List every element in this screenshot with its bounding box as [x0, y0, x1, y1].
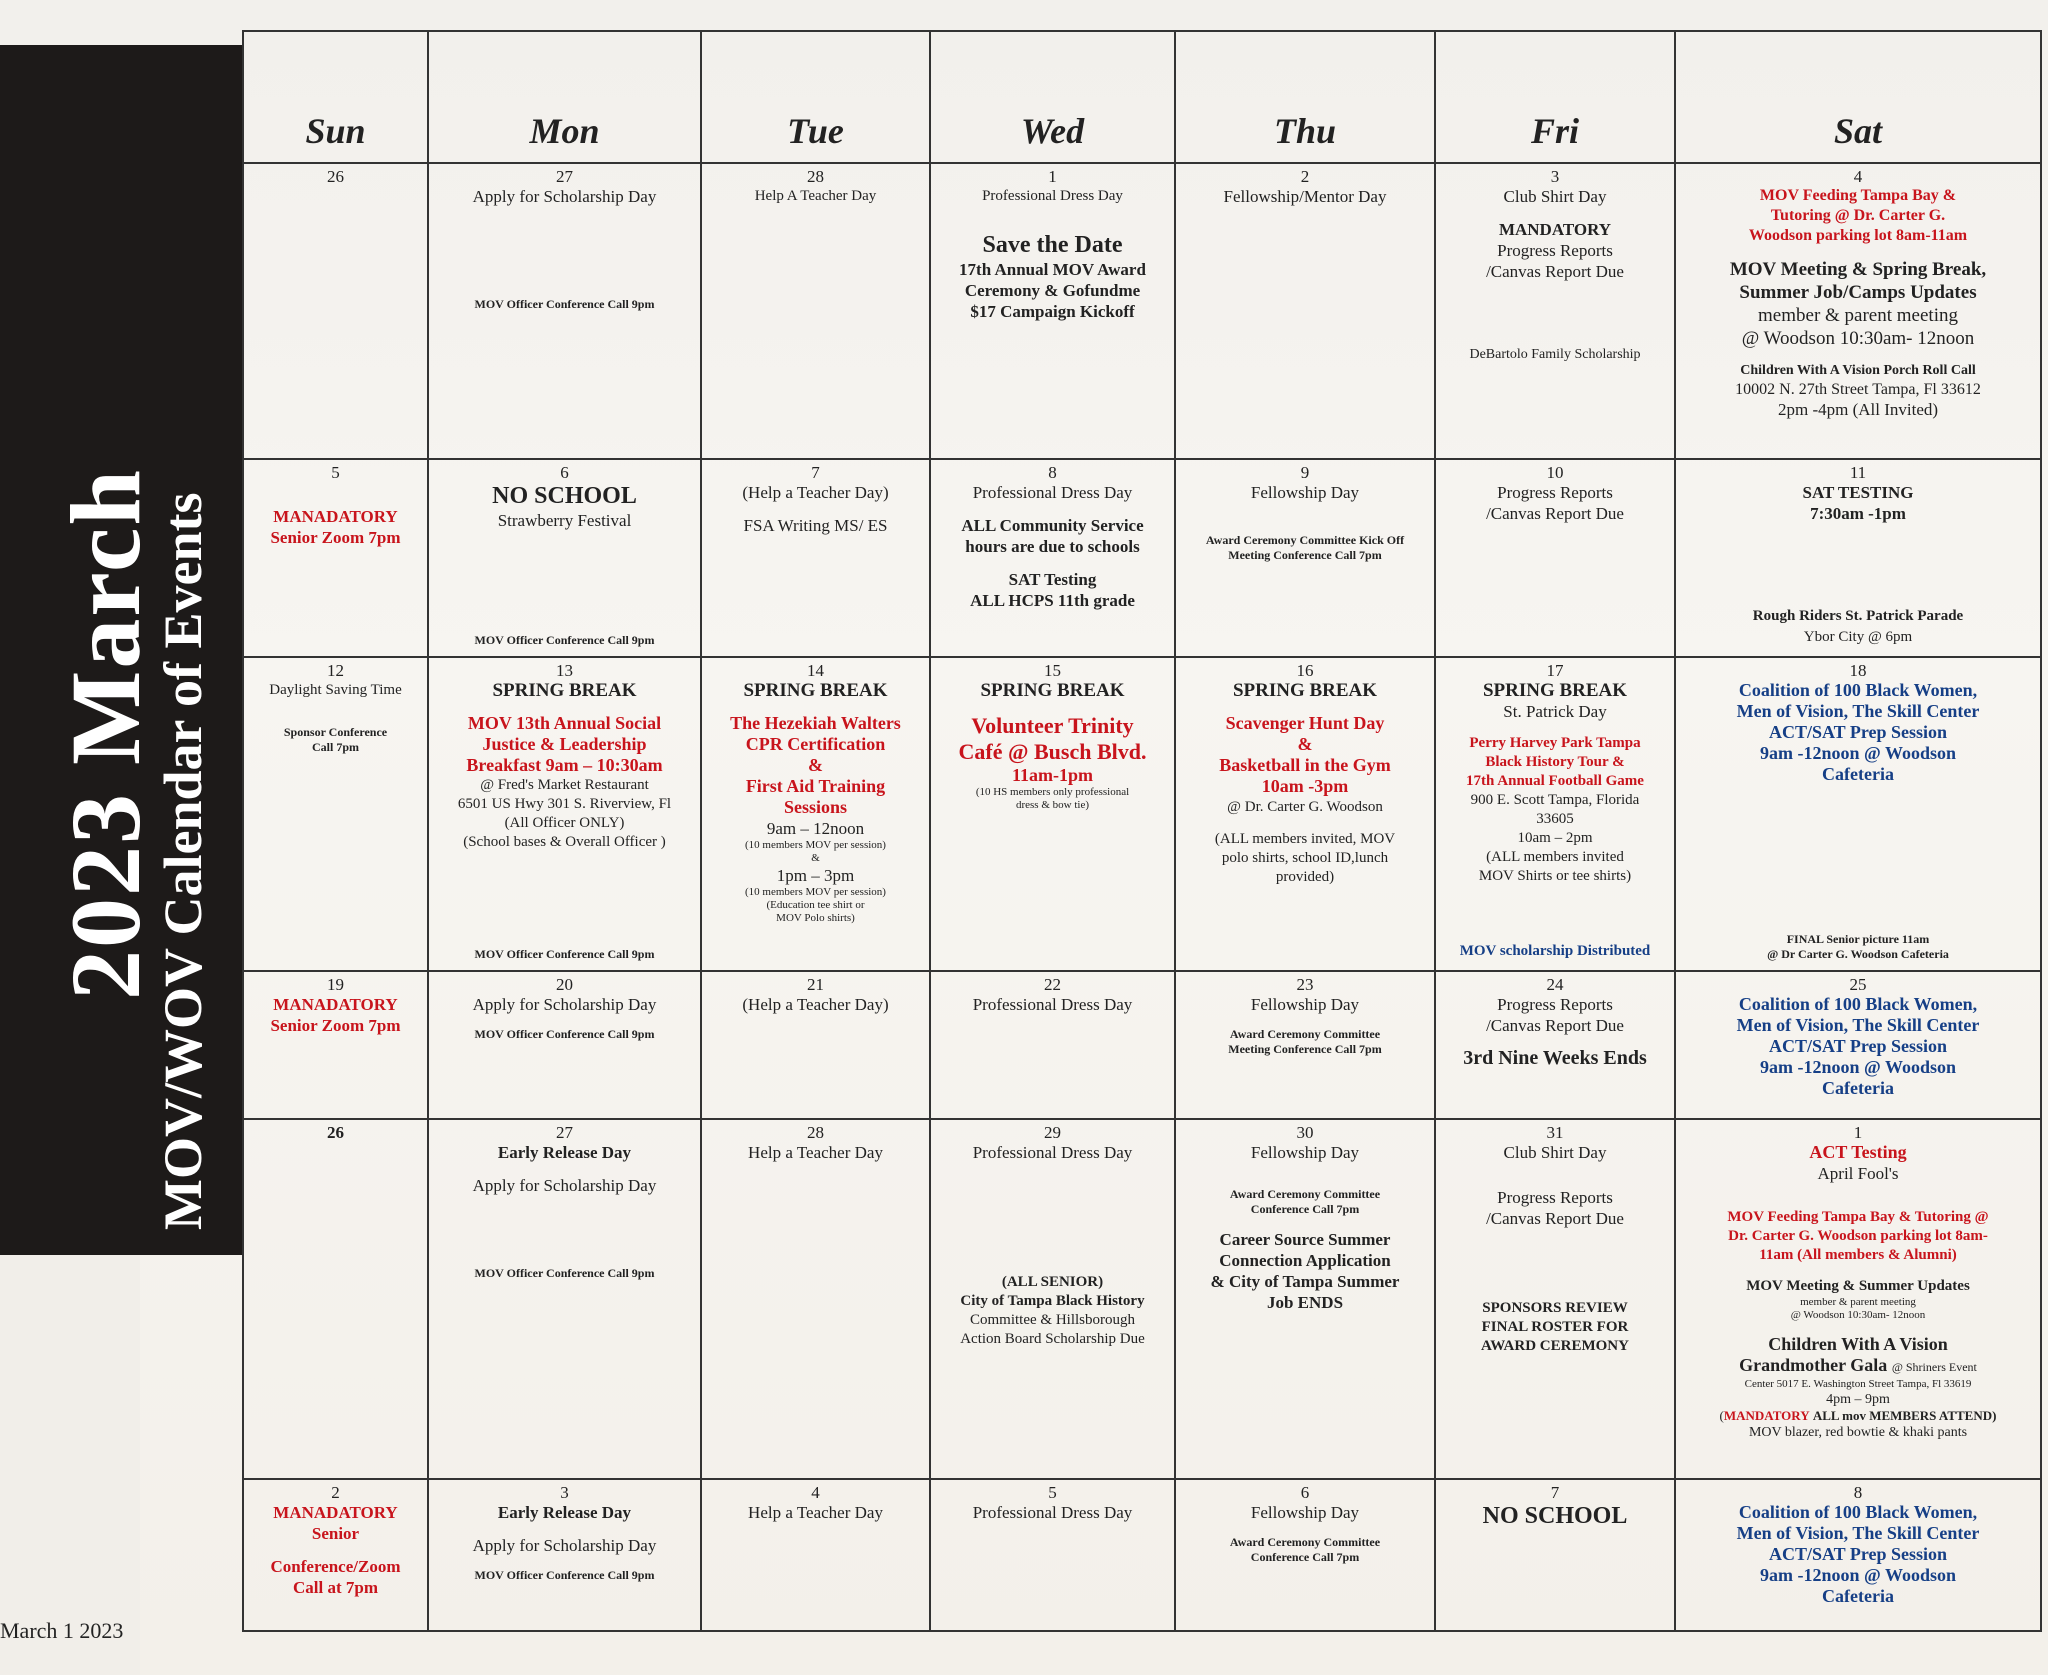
event-text: Action Board Scholarship Due — [960, 1331, 1145, 1347]
event-text: Children With A Vision — [1768, 1334, 1948, 1354]
day-cell-mar-23 — [1176, 972, 1436, 1120]
day-number: 8 — [1853, 1483, 1863, 1502]
event-text: Call at 7pm — [293, 1578, 378, 1597]
event-text: Progress Reports — [1497, 241, 1613, 260]
day-number: 5 — [331, 463, 340, 482]
event-text: 9am -12noon @ Woodson — [1760, 1565, 1956, 1585]
event-text: member & parent meeting — [1800, 1296, 1916, 1308]
event-text: Strawberry Festival — [497, 511, 632, 530]
event-text: SPRING BREAK — [1482, 680, 1628, 701]
event-text: Help a Teacher Day — [748, 1503, 883, 1522]
day-cell-mar-28 — [702, 1120, 931, 1480]
event-text: April Fool's — [1817, 1164, 1899, 1183]
event-text: /Canvas Report Due — [1486, 504, 1624, 523]
event-text: Tutoring @ Dr. Carter G. — [1770, 207, 1946, 224]
day-number: 25 — [1849, 975, 1867, 994]
event-text: St. Patrick Day — [1503, 702, 1607, 721]
day-cell-apr-2 — [244, 1480, 429, 1632]
event-text: (All Officer ONLY) — [504, 815, 625, 831]
day-number: 28 — [807, 167, 824, 186]
day-cell-mar-6 — [429, 460, 702, 658]
day-number: 31 — [1546, 1123, 1564, 1142]
event-text: (Help a Teacher Day) — [742, 483, 889, 502]
event-text: SPRING BREAK — [743, 680, 888, 701]
event-text: Club Shirt Day — [1503, 187, 1607, 206]
event-text: & City of Tampa Summer — [1210, 1272, 1400, 1291]
event-text: & — [811, 852, 820, 864]
day-header-sun: Sun — [244, 32, 429, 164]
event-text: Fellowship Day — [1250, 1143, 1360, 1162]
event-text: provided) — [1275, 869, 1335, 885]
event-text: polo shirts, school ID,lunch — [1221, 850, 1389, 866]
day-cell-apr-5 — [931, 1480, 1176, 1632]
event-text: Café @ Busch Blvd. — [958, 739, 1147, 764]
event-text: Help A Teacher Day — [754, 188, 877, 204]
event-text: MOV 13th Annual Social — [467, 713, 662, 733]
day-number: 3 — [1550, 167, 1560, 186]
event-text: FINAL ROSTER FOR — [1481, 1319, 1629, 1335]
event-text: Award Ceremony Committee — [1229, 1027, 1381, 1041]
event-text: NO SCHOOL — [492, 483, 637, 509]
event-text: (Education tee shirt or — [766, 899, 865, 911]
event-text: @ Shriners Event — [1891, 1360, 1977, 1374]
event-text: Children With A Vision Porch Roll Call — [1740, 363, 1976, 378]
day-number: 14 — [807, 661, 824, 680]
event-text: Job ENDS — [1266, 1293, 1344, 1312]
event-text: Men of Vision, The Skill Center — [1736, 701, 1980, 721]
day-number: 18 — [1849, 661, 1867, 680]
event-text: Fellowship Day — [1250, 483, 1360, 502]
event-text: MOV scholarship Distributed — [1459, 943, 1651, 959]
event-text: $17 Campaign Kickoff — [970, 302, 1135, 321]
event-text: @ Woodson 10:30am- 12noon — [1790, 1309, 1926, 1321]
day-number: 3 — [560, 1483, 569, 1502]
day-number: 2 — [1300, 167, 1310, 186]
day-cell-mar-25 — [1676, 972, 2042, 1120]
event-text: Dr. Carter G. Woodson parking lot 8am- — [1728, 1228, 1988, 1244]
event-text: Apply for Scholarship Day — [472, 187, 657, 206]
event-text: 33605 — [1536, 811, 1574, 827]
day-number: 19 — [327, 975, 344, 994]
day-number: 22 — [1044, 975, 1061, 994]
event-text: Fellowship Day — [1250, 995, 1360, 1014]
event-text: Sessions — [783, 797, 848, 817]
day-cell-apr-4 — [702, 1480, 931, 1632]
day-number: 6 — [560, 463, 569, 482]
event-text: Center 5017 E. Washington Street Tampa, Fl 33619 — [1744, 1378, 1972, 1390]
event-text: (10 members MOV per session) — [745, 886, 886, 898]
event-text: Senior Zoom 7pm — [270, 528, 401, 547]
event-text: 11am (All members & Alumni) — [1759, 1247, 1957, 1263]
event-text: Save the Date — [982, 232, 1123, 258]
event-text: SPRING BREAK — [980, 680, 1125, 701]
event-text: SPONSORS REVIEW — [1482, 1300, 1628, 1316]
event-text: Apply for Scholarship Day — [472, 1536, 657, 1555]
event-text: ALL HCPS 11th grade — [970, 591, 1135, 610]
event-text: & — [1297, 734, 1313, 754]
event-text: Progress Reports — [1497, 995, 1613, 1014]
event-text: MOV Feeding Tampa Bay & Tutoring @ — [1727, 1209, 1989, 1225]
day-cell-mar-29 — [931, 1120, 1176, 1480]
event-text: NO SCHOOL — [1482, 1503, 1628, 1529]
event-text: Connection Application — [1219, 1251, 1391, 1270]
event-text: Apply for Scholarship Day — [472, 1176, 657, 1195]
event-text: Award Ceremony Committee — [1229, 1187, 1381, 1201]
day-cell-feb-27 — [429, 164, 702, 460]
event-text: Woodson parking lot 8am-11am — [1748, 227, 1968, 244]
day-cell-mar-9 — [1176, 460, 1436, 658]
day-number: 28 — [807, 1123, 824, 1142]
day-cell-feb-28 — [702, 164, 931, 460]
event-text: MOV Shirts or tee shirts) — [1478, 868, 1632, 884]
day-cell-mar-15 — [931, 658, 1176, 972]
event-text: Ybor City @ 6pm — [1803, 629, 1913, 645]
day-header-sat: Sat — [1676, 32, 2042, 164]
event-text: (10 members MOV per session) — [745, 839, 886, 851]
event-text: SAT TESTING — [1802, 483, 1914, 502]
event-text: MANDATORY — [1498, 220, 1612, 239]
day-number: 4 — [1853, 167, 1863, 186]
day-cell-mar-13 — [429, 658, 702, 972]
day-cell-mar-10 — [1436, 460, 1676, 658]
event-text: (10 HS members only professional — [975, 786, 1130, 798]
day-cell-mar-24 — [1436, 972, 1676, 1120]
event-text: Early Release Day — [497, 1143, 632, 1162]
day-number: 6 — [1300, 1483, 1310, 1502]
day-number: 11 — [1849, 463, 1867, 482]
event-text: SAT Testing — [1008, 570, 1097, 589]
event-text: Grandmother Gala — [1739, 1355, 1888, 1375]
event-text: hours are due to schools — [965, 537, 1140, 556]
event-text: MOV Meeting & Spring Break, — [1729, 259, 1987, 280]
day-cell-mar-1 — [931, 164, 1176, 460]
day-number: 20 — [556, 975, 573, 994]
day-cell-mar-12 — [244, 658, 429, 972]
event-text: Justice & Leadership — [482, 734, 647, 754]
day-number: 23 — [1296, 975, 1314, 994]
day-cell-mar-30 — [1176, 1120, 1436, 1480]
day-number: 24 — [1546, 975, 1564, 994]
event-text: 10am – 2pm — [1517, 830, 1593, 846]
event-text: Scavenger Hunt Day — [1225, 713, 1385, 733]
event-text: (ALL members invited, MOV — [1214, 831, 1396, 847]
event-text: 4pm – 9pm — [1826, 1392, 1890, 1407]
event-text: Ceremony & Gofundme — [964, 281, 1141, 300]
event-text: 3rd Nine Weeks Ends — [1463, 1047, 1647, 1069]
day-cell-mar-16 — [1176, 658, 1436, 972]
day-cell-mar-4 — [1676, 164, 2042, 460]
event-text: @ Fred's Market Restaurant — [480, 777, 649, 793]
event-text: Club Shirt Day — [1503, 1143, 1607, 1162]
event-text: Call 7pm — [311, 740, 359, 754]
event-text: MOV Officer Conference Call 9pm — [474, 1568, 655, 1582]
event-text: ACT Testing — [1809, 1142, 1907, 1162]
event-text: Early Release Day — [497, 1503, 632, 1522]
event-text: MOV Meeting & Summer Updates — [1746, 1278, 1970, 1294]
event-text: First Aid Training — [745, 776, 886, 796]
day-cell-mar-8 — [931, 460, 1176, 658]
event-text: (School bases & Overall Officer ) — [463, 834, 666, 850]
day-cell-mar-14 — [702, 658, 931, 972]
event-text: MANDATORY — [1723, 1408, 1810, 1423]
event-text: /Canvas Report Due — [1486, 1209, 1624, 1228]
day-number: 9 — [1300, 463, 1310, 482]
event-text: & — [808, 755, 823, 775]
day-number: 27 — [556, 1123, 573, 1142]
event-text: 2pm -4pm (All Invited) — [1777, 400, 1939, 419]
event-text: MOV Polo shirts) — [776, 912, 855, 924]
event-text: /Canvas Report Due — [1486, 262, 1624, 281]
day-number: 4 — [811, 1483, 820, 1502]
calendar-title: 2023 March — [50, 468, 161, 1000]
event-text: City of Tampa Black History — [960, 1293, 1145, 1309]
day-number: 10 — [1546, 463, 1564, 482]
day-number: 7 — [811, 463, 820, 482]
event-text: member & parent meeting — [1758, 305, 1958, 326]
event-text: MOV Officer Conference Call 9pm — [474, 1266, 655, 1280]
event-text: 11am-1pm — [1012, 765, 1093, 785]
event-text: 10am -3pm — [1261, 776, 1349, 796]
calendar-grid — [242, 30, 2042, 1632]
event-text: The Hezekiah Walters — [730, 713, 901, 733]
event-text: ACT/SAT Prep Session — [1768, 722, 1948, 742]
day-number: 16 — [1296, 661, 1314, 680]
day-number: 2 — [331, 1483, 340, 1502]
event-text: MOV Officer Conference Call 9pm — [474, 1027, 655, 1041]
event-text: MOV Officer Conference Call 9pm — [474, 633, 655, 647]
day-number: 8 — [1048, 463, 1057, 482]
event-text: (Help a Teacher Day) — [742, 995, 889, 1014]
event-text: Basketball in the Gym — [1219, 755, 1391, 775]
event-text: Conference Call 7pm — [1250, 1550, 1360, 1564]
event-text: FINAL Senior picture 11am — [1786, 932, 1930, 946]
event-text: 17th Annual MOV Award — [959, 260, 1146, 279]
event-text: Conference/Zoom — [270, 1557, 401, 1576]
event-text: Meeting Conference Call 7pm — [1228, 548, 1382, 562]
day-number: 26 — [327, 1123, 344, 1142]
event-text: Senior — [311, 1524, 360, 1543]
event-text: dress & bow tie) — [1015, 799, 1089, 811]
event-text: Cafeteria — [1822, 1586, 1894, 1606]
event-text: Help a Teacher Day — [748, 1143, 883, 1162]
event-text: Breakfast 9am – 10:30am — [466, 755, 663, 775]
event-text: ACT/SAT Prep Session — [1768, 1036, 1948, 1056]
day-cell-mar-19 — [244, 972, 429, 1120]
event-text: @ Dr Carter G. Woodson Cafeteria — [1767, 947, 1949, 961]
event-text: Fellowship/Mentor Day — [1223, 187, 1387, 206]
event-text: Volunteer Trinity — [971, 713, 1134, 738]
event-text: DeBartolo Family Scholarship — [1469, 347, 1641, 362]
day-cell-mar-7 — [702, 460, 931, 658]
event-text: Men of Vision, The Skill Center — [1736, 1015, 1980, 1035]
event-text: Progress Reports — [1497, 483, 1613, 502]
day-cell-mar-3 — [1436, 164, 1676, 460]
day-cell-apr-3 — [429, 1480, 702, 1632]
event-text: 17th Annual Football Game — [1466, 773, 1644, 789]
day-number: 26 — [327, 167, 344, 186]
event-text: (ALL members invited — [1486, 849, 1624, 865]
event-text: Coalition of 100 Black Women, — [1738, 1502, 1978, 1522]
day-number: 21 — [807, 975, 824, 994]
event-text: AWARD CEREMONY — [1481, 1338, 1629, 1354]
day-cell-mar-17 — [1436, 658, 1676, 972]
event-text: Professional Dress Day — [972, 995, 1133, 1014]
day-cell-mar-22 — [931, 972, 1176, 1120]
event-text: 9am -12noon @ Woodson — [1760, 1057, 1956, 1077]
event-text: MOV Officer Conference Call 9pm — [474, 947, 655, 961]
event-text: ALL mov MEMBERS ATTEND) — [1812, 1408, 1997, 1423]
event-text: ACT/SAT Prep Session — [1768, 1544, 1948, 1564]
day-cell-mar-11 — [1676, 460, 2042, 658]
event-text: Daylight Saving Time — [269, 682, 402, 698]
event-text: Cafeteria — [1822, 1078, 1894, 1098]
event-text: /Canvas Report Due — [1486, 1016, 1624, 1035]
event-text: Progress Reports — [1497, 1188, 1613, 1207]
calendar-subtitle: MOV/WOV Calendar of Events — [153, 492, 213, 1230]
event-text: Meeting Conference Call 7pm — [1228, 1042, 1382, 1056]
day-cell-feb-26 — [244, 164, 429, 460]
event-text: 9am -12noon @ Woodson — [1760, 743, 1956, 763]
day-number: 27 — [556, 167, 573, 186]
event-text: Career Source Summer — [1219, 1230, 1391, 1249]
day-cell-mar-26 — [244, 1120, 429, 1480]
event-text: 7:30am -1pm — [1810, 504, 1906, 523]
day-cell-mar-5 — [244, 460, 429, 658]
event-text: Conference Call 7pm — [1250, 1202, 1360, 1216]
event-text: MANADATORY — [273, 507, 398, 526]
event-text: Men of Vision, The Skill Center — [1736, 1523, 1980, 1543]
event-text: Perry Harvey Park Tampa — [1469, 735, 1641, 751]
event-text: Summer Job/Camps Updates — [1739, 282, 1977, 303]
event-text: @ Woodson 10:30am- 12noon — [1741, 328, 1975, 349]
event-text: Coalition of 100 Black Women, — [1738, 680, 1978, 700]
event-text: Committee & Hillsborough — [970, 1312, 1135, 1328]
event-text: CPR Certification — [745, 734, 886, 754]
day-header-tue: Tue — [702, 32, 931, 164]
day-cell-apr-1: 1 ACT Testing April Fool's MOV Feeding Tampa Bay & Tutoring @ Dr. Carter G. Woodson parking lot 8am- 11am (All members & Alumni) MOV Meeting & Summer Updates member & parent meeting @ Woodson 10:30am- 12noon Children With A Vision Grandmother Gala @ Shriners Event Center 5017 E. Washington Street Tampa, Fl 33619 4pm – 9pm (MANDATORY ALL mov MEMBERS ATTEND) MOV blazer, red bowtie & khaki pants — [1676, 1120, 2042, 1480]
event-text: Coalition of 100 Black Women, — [1738, 994, 1978, 1014]
event-text: 1pm – 3pm — [776, 866, 855, 885]
event-text: MOV Feeding Tampa Bay & — [1759, 187, 1957, 204]
event-text: Senior Zoom 7pm — [270, 1016, 401, 1035]
sidebar-lower-area — [0, 1255, 140, 1675]
event-text: MANADATORY — [273, 1503, 398, 1522]
event-text: Professional Dress Day — [982, 188, 1123, 204]
event-text: 6501 US Hwy 301 S. Riverview, Fl — [457, 796, 672, 812]
event-text: @ Dr. Carter G. Woodson — [1227, 799, 1383, 815]
day-number: 15 — [1044, 661, 1061, 680]
day-cell-mar-27 — [429, 1120, 702, 1480]
day-number: 17 — [1546, 661, 1564, 680]
event-text: Professional Dress Day — [972, 1143, 1133, 1162]
event-text: SPRING BREAK — [1232, 680, 1378, 701]
day-number: 30 — [1296, 1123, 1314, 1142]
event-text: 900 E. Scott Tampa, Florida — [1470, 792, 1640, 808]
day-number: 7 — [1550, 1483, 1560, 1502]
day-cell-mar-20 — [429, 972, 702, 1120]
day-number: 1 — [1853, 1123, 1863, 1142]
footer-date: March 1 2023 — [0, 1618, 124, 1643]
day-number: 29 — [1044, 1123, 1061, 1142]
event-text: Sponsor Conference — [283, 725, 388, 739]
event-text: Award Ceremony Committee — [1229, 1535, 1381, 1549]
event-text: SPRING BREAK — [492, 680, 637, 701]
day-cell-apr-8 — [1676, 1480, 2042, 1632]
event-text: Black History Tour & — [1485, 754, 1625, 770]
event-text: (ALL SENIOR) — [1001, 1274, 1104, 1290]
event-text: Cafeteria — [1822, 764, 1894, 784]
event-text: Professional Dress Day — [972, 1503, 1133, 1522]
event-text: MOV Officer Conference Call 9pm — [474, 297, 655, 311]
event-text: Rough Riders St. Patrick Parade — [1752, 608, 1964, 624]
day-number: 1 — [1048, 167, 1057, 186]
day-cell-apr-6 — [1176, 1480, 1436, 1632]
day-header-wed: Wed — [931, 32, 1176, 164]
day-cell-apr-7 — [1436, 1480, 1676, 1632]
event-text: 9am – 12noon — [766, 819, 865, 838]
day-cell-mar-18 — [1676, 658, 2042, 972]
event-text: FSA Writing MS/ ES — [743, 516, 888, 535]
event-text: Professional Dress Day — [972, 483, 1133, 502]
day-number: 5 — [1048, 1483, 1057, 1502]
day-header-mon: Mon — [429, 32, 702, 164]
day-number: 13 — [556, 661, 573, 680]
event-text: Apply for Scholarship Day — [472, 995, 657, 1014]
day-cell-mar-31 — [1436, 1120, 1676, 1480]
event-text: ALL Community Service — [961, 516, 1144, 535]
day-header-fri: Fri — [1436, 32, 1676, 164]
event-text: Fellowship Day — [1250, 1503, 1360, 1522]
event-text: 10002 N. 27th Street Tampa, Fl 33612 — [1735, 381, 1981, 398]
day-header-thu: Thu — [1176, 32, 1436, 164]
event-text: MOV blazer, red bowtie & khaki pants — [1748, 1425, 1968, 1440]
event-text: MANADATORY — [273, 995, 398, 1014]
day-number: 12 — [327, 661, 344, 680]
day-cell-mar-21 — [702, 972, 931, 1120]
event-text: Award Ceremony Committee Kick Off — [1205, 533, 1405, 547]
day-cell-mar-2 — [1176, 164, 1436, 460]
